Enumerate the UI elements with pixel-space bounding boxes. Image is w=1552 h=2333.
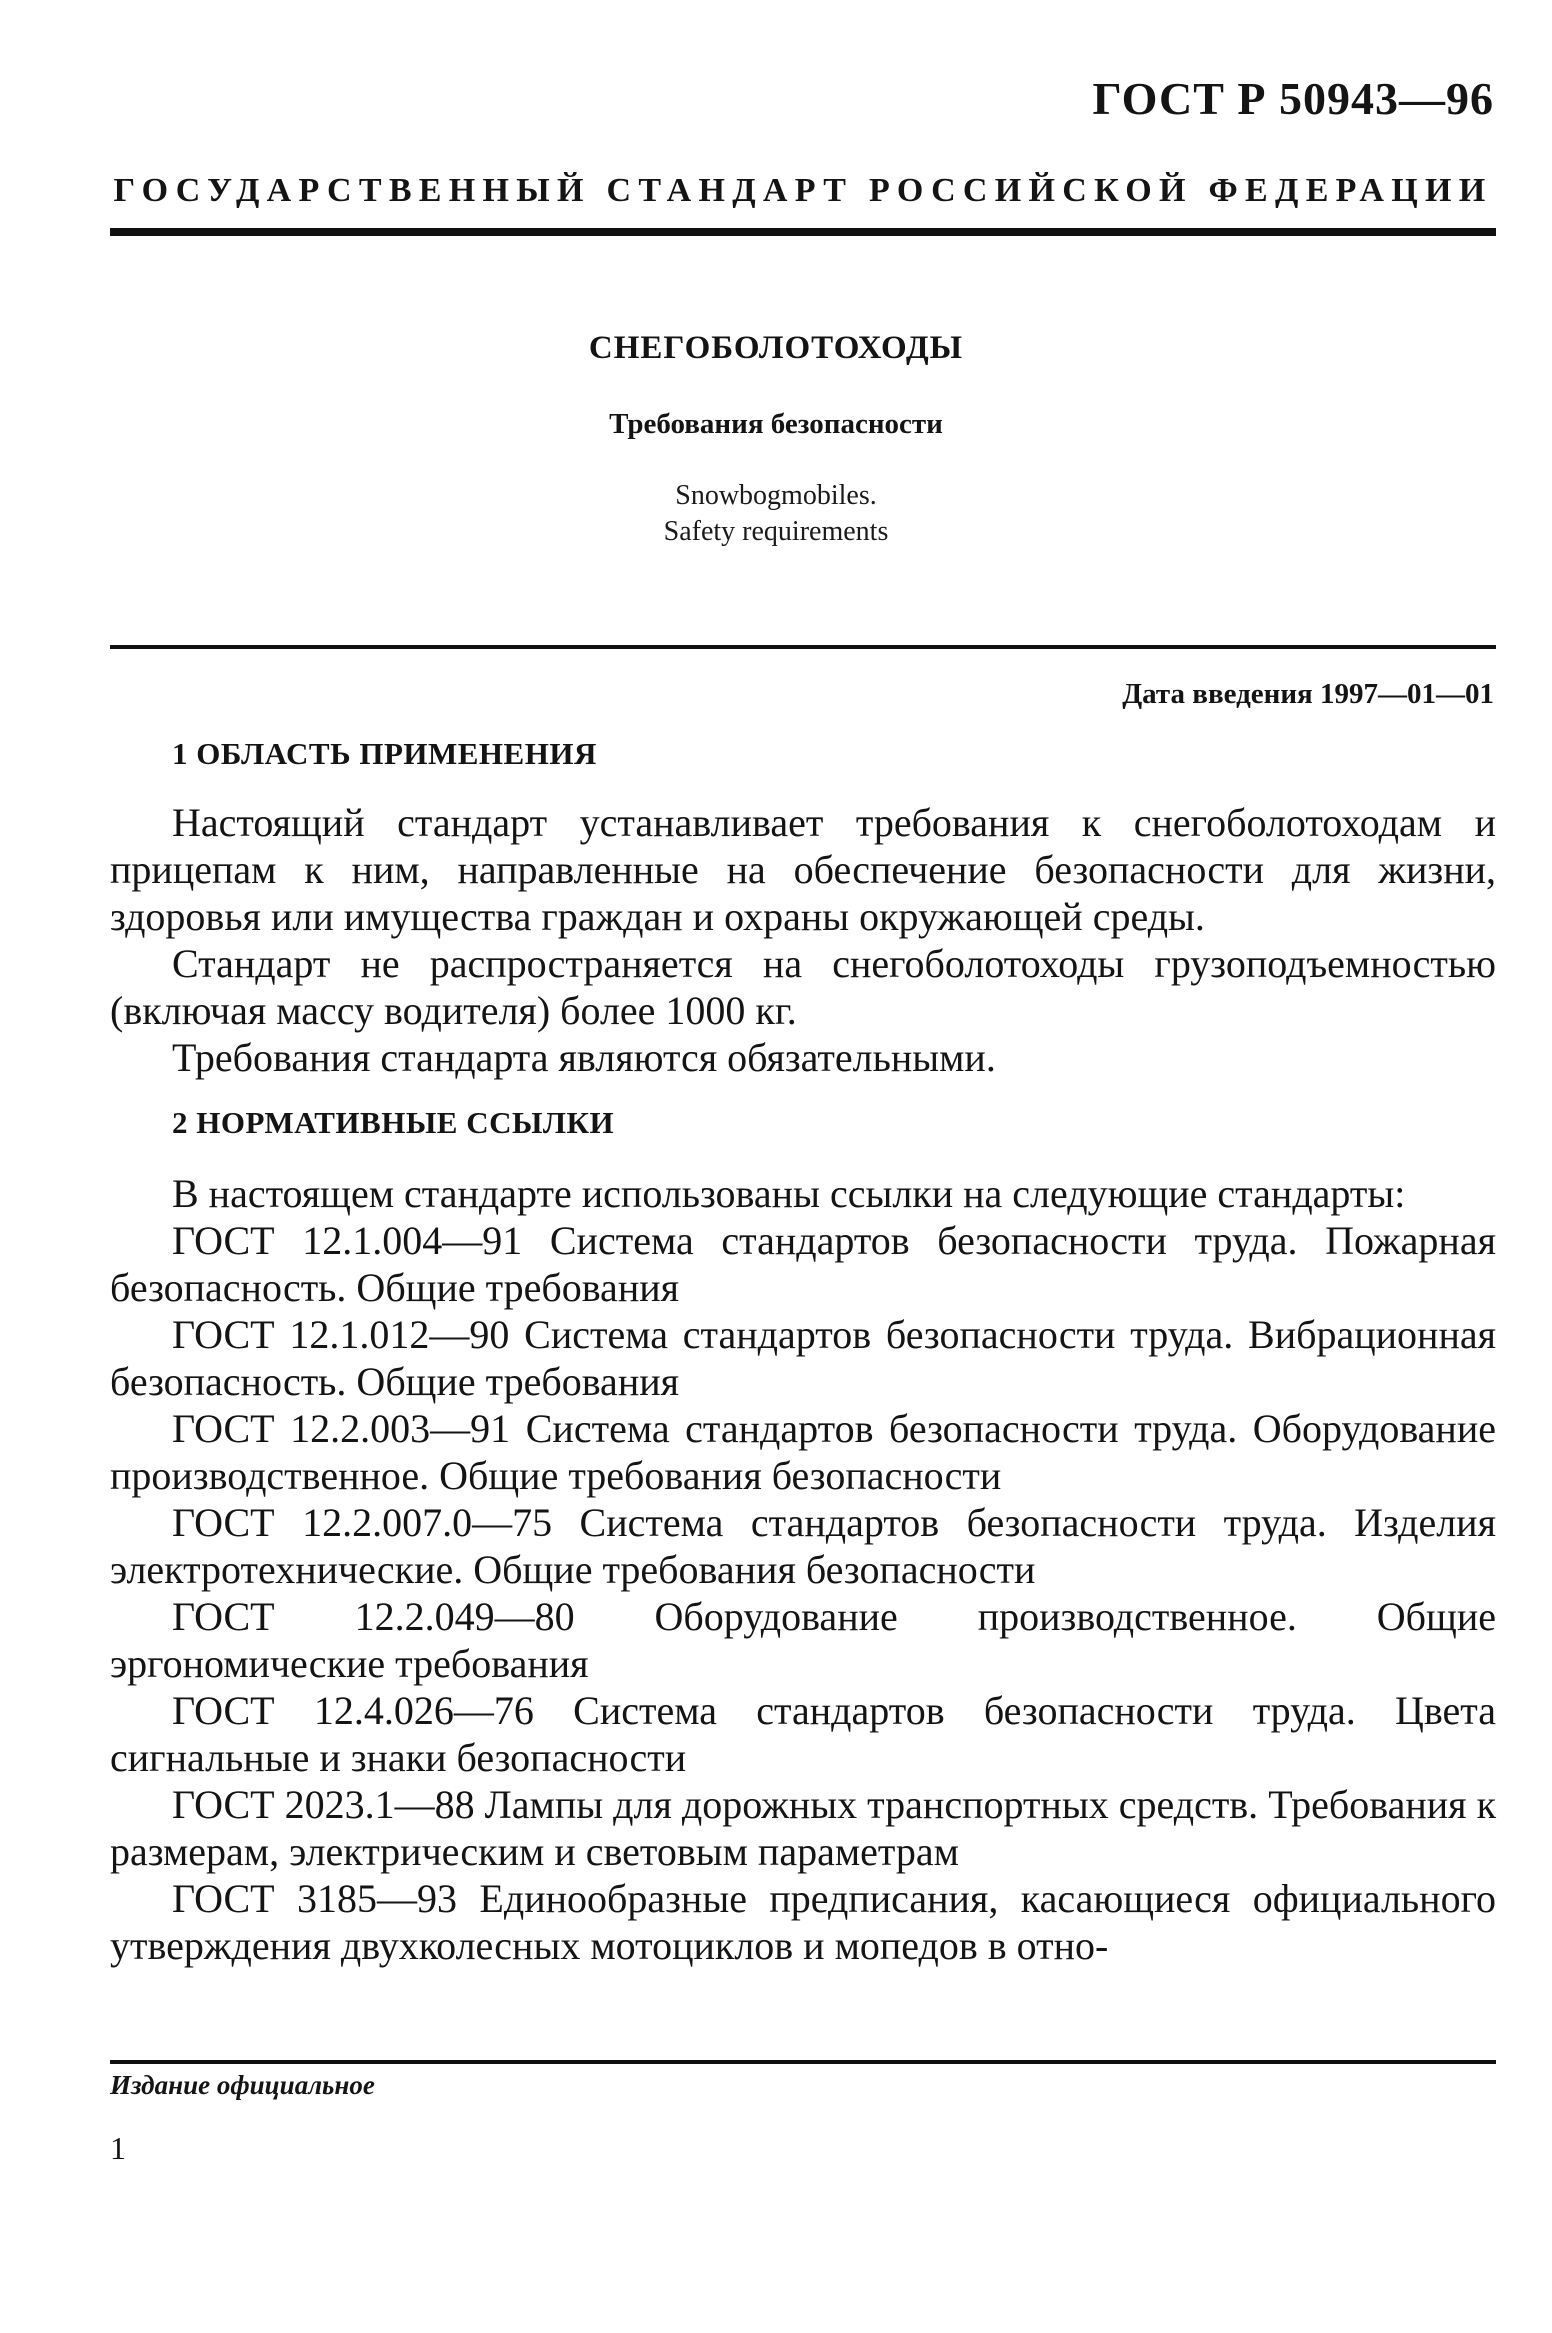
reference-item: ГОСТ 12.1.004—91 Система стандартов безопасности труда. Пожарная безопасность. Общие требования [110,1218,1496,1310]
section-1-paragraph: Требования стандарта являются обязательными. [172,1035,996,1080]
standard-number: ГОСТ Р 50943—96 [1092,73,1494,124]
reference-item: ГОСТ 12.1.012—90 Система стандартов безопасности труда. Вибрационная безопасность. Общие требования [110,1312,1496,1404]
footer-rule [110,2060,1496,2064]
english-title-line-1: Snowbogmobiles. [675,480,877,511]
title-rule [110,645,1496,649]
edition-label: Издание официальное [110,2070,375,2100]
reference-item: ГОСТ 12.2.049—80 Оборудование производственное. Общие эргономические требования [110,1594,1496,1686]
page-number: 1 [110,2130,126,2166]
document-subtitle: Требования безопасности [609,408,943,440]
header-rule [110,228,1496,236]
reference-item: ГОСТ 12.2.007.0—75 Система стандартов безопасности труда. Изделия электротехнические. Общие требования безопасности [110,1500,1496,1592]
section-1-paragraph: Стандарт не распространяется на снегоболотоходы грузоподъемностью (включая массу водителя) более 1000 кг. [110,941,1496,1033]
reference-item: ГОСТ 3185—93 Единообразные предписания, касающиеся официального утверждения двухколесных мотоциклов и мопедов в отно- [110,1876,1496,1968]
english-title [0,478,1552,550]
document-body [110,730,1496,1969]
section-2-heading: 2 НОРМАТИВНЫЕ ССЫЛКИ [172,1105,615,1140]
reference-item: ГОСТ 2023.1—88 Лампы для дорожных транспортных средств. Требования к размерам, электрическим и световым параметрам [110,1782,1496,1874]
introduction-date: Дата введения 1997—01—01 [1122,678,1494,710]
state-standard-heading: ГОСУДАРСТВЕННЫЙ СТАНДАРТ РОССИЙСКОЙ ФЕДЕРАЦИИ [113,172,1493,209]
reference-item: ГОСТ 12.2.003—91 Система стандартов безопасности труда. Оборудование производственное. Общие требования безопасности [110,1406,1496,1498]
english-title-line-2: Safety requirements [663,516,889,547]
section-1-paragraph: Настоящий стандарт устанавливает требования к снегоболотоходам и прицепам к ним, направленные на обеспечение безопасности для жизни, здоровья или имущества граждан и охраны окружающей среды. [110,800,1496,939]
reference-item: ГОСТ 12.4.026—76 Система стандартов безопасности труда. Цвета сигнальные и знаки безопасности [110,1688,1496,1780]
document-title: СНЕГОБОЛОТОХОДЫ [588,330,964,366]
section-2-paragraph: В настоящем стандарте использованы ссылки на следующие стандарты: [172,1171,1406,1216]
section-1-heading: 1 ОБЛАСТЬ ПРИМЕНЕНИЯ [172,736,597,771]
